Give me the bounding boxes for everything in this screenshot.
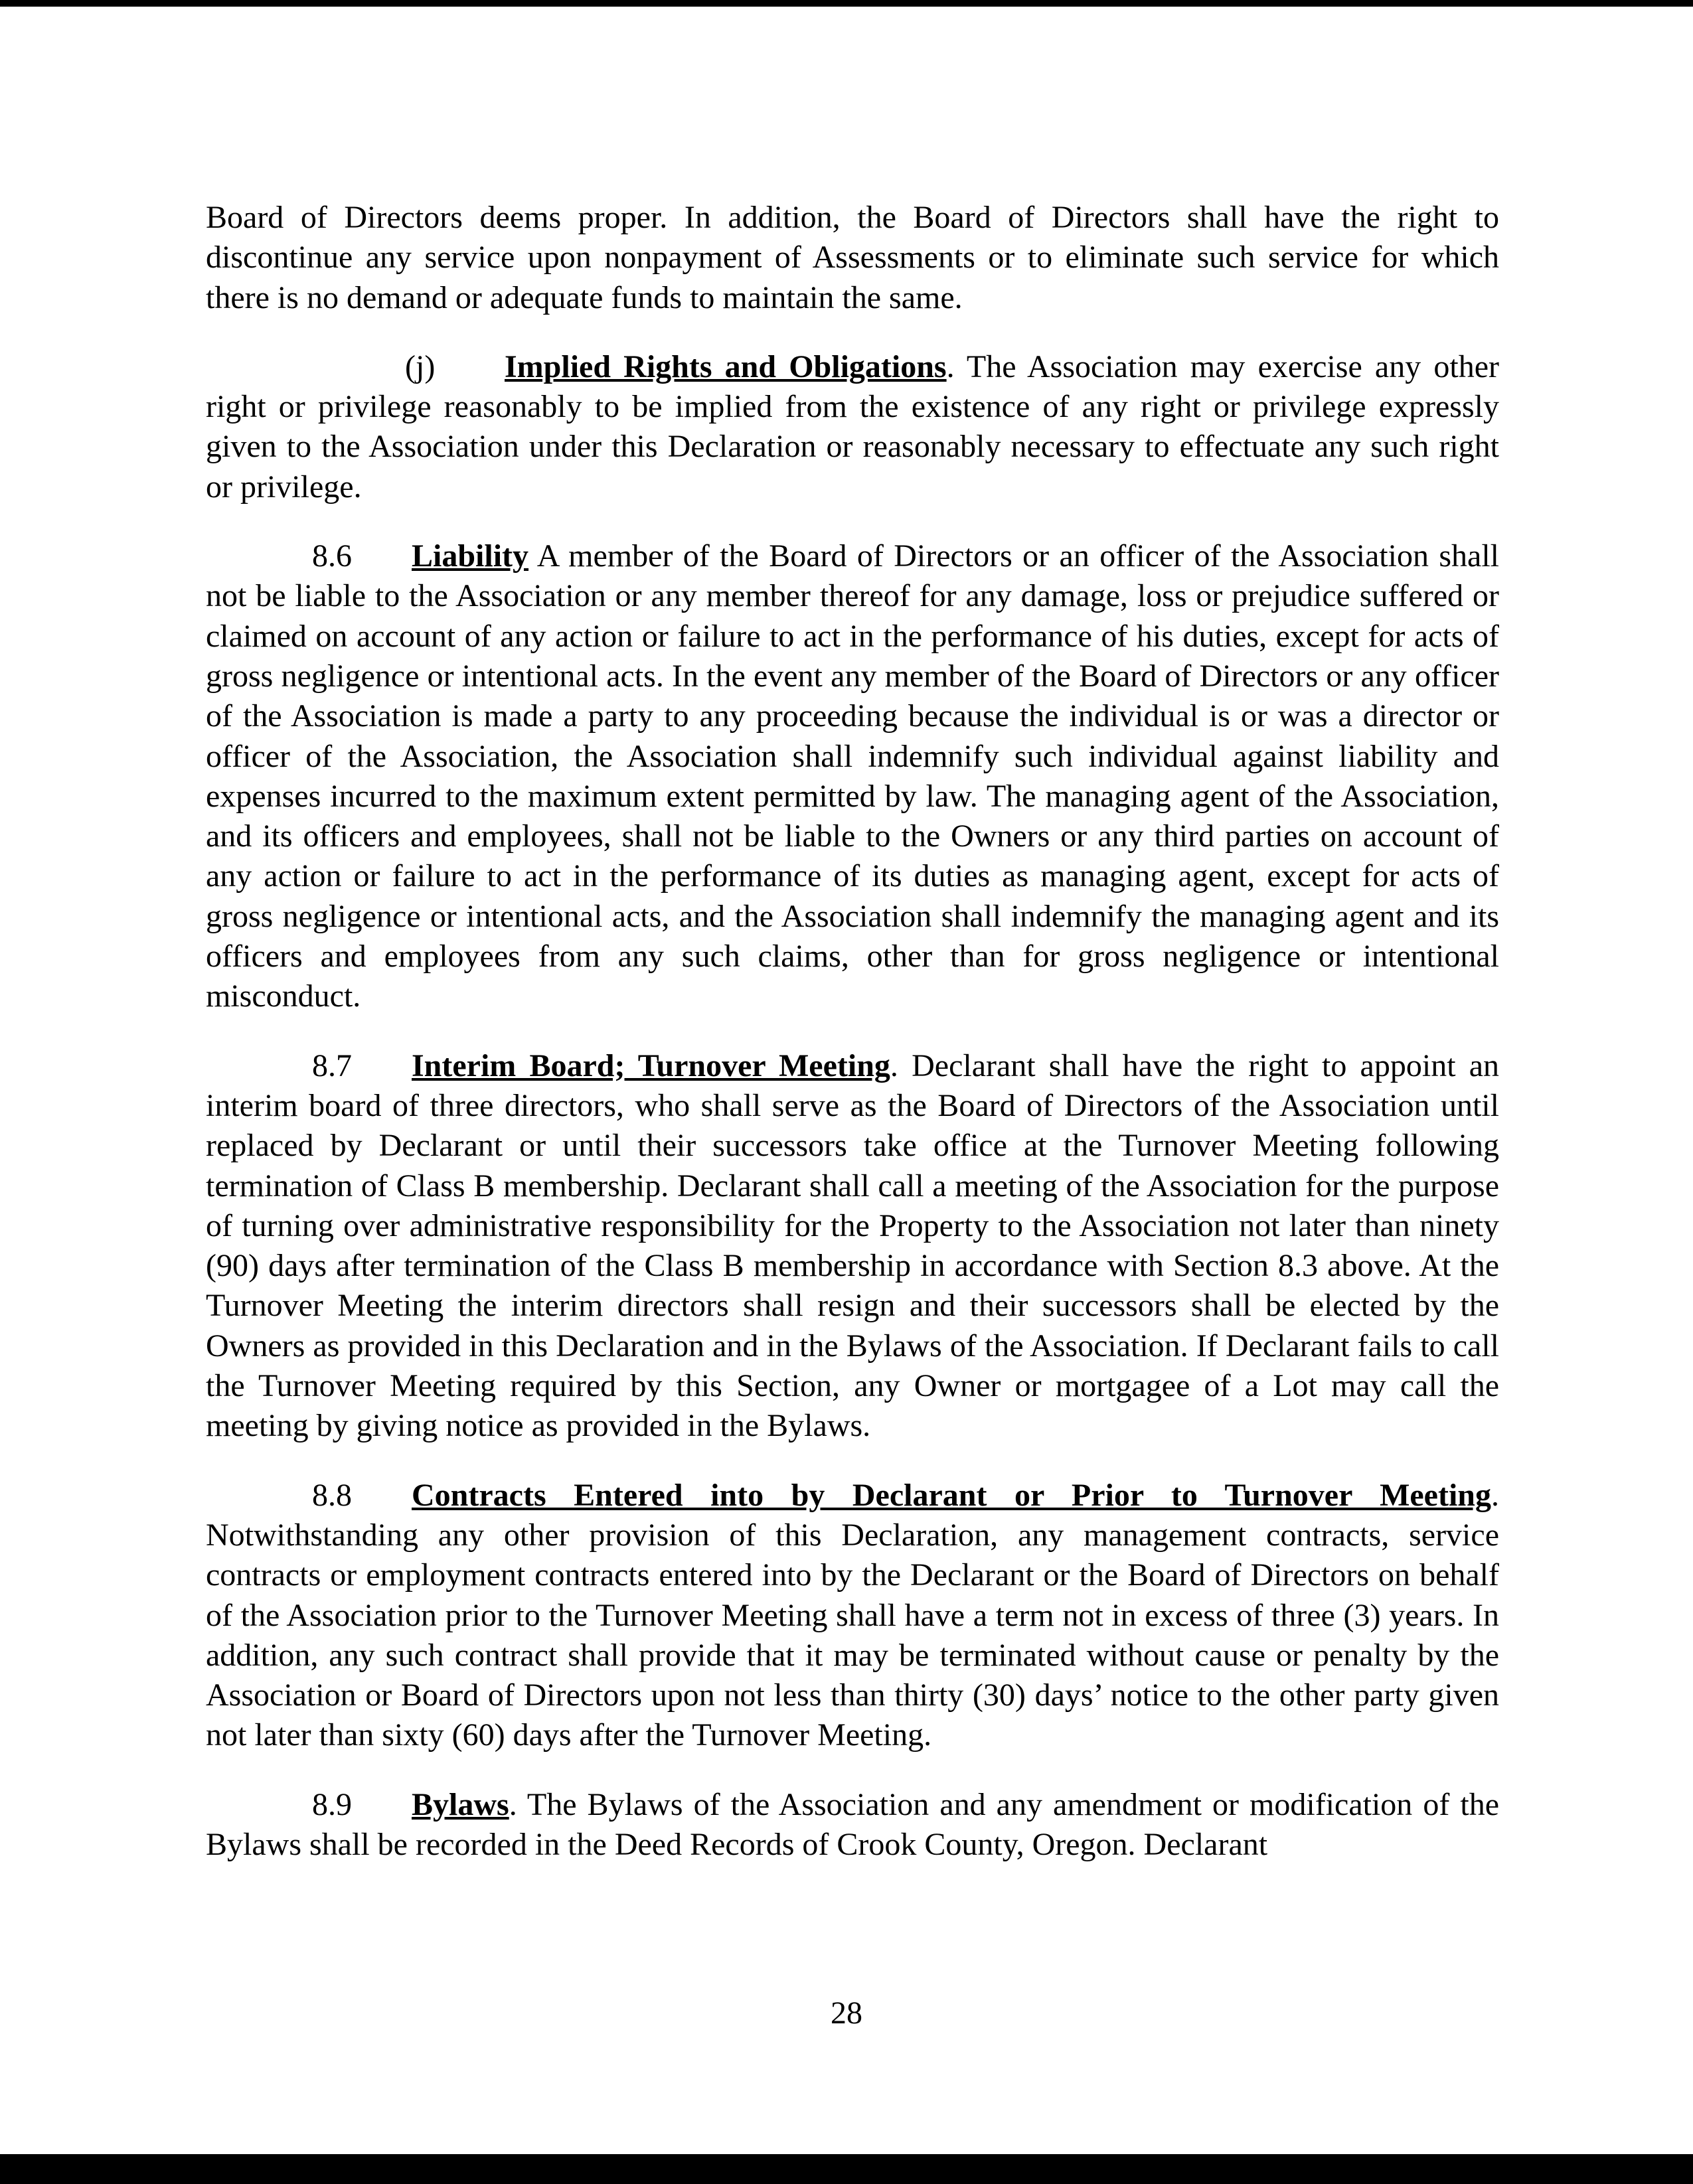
heading-punctuation: . [946, 349, 955, 384]
section-8-7 [206, 1046, 1499, 1446]
section-number: 8.7 [312, 1048, 352, 1083]
section-text: The Association may exercise any other right or privilege reasonably to be implied from the existence of any right or privilege expressly given to the Association under this Declaration or reasonably necessary to effectuate any such right or privilege. [206, 349, 1499, 505]
section-heading: Bylaws [412, 1786, 509, 1822]
section-text: Notwithstanding any other provision of this Declaration, any management contracts, service contracts or employment contracts entered into by the Declarant or the Board of Directors on behalf of the Association prior to the Turnover Meeting shall have a term not in excess of three (3) years. In addition, any such contract shall provide that it may be terminated without cause or penalty by the Association or Board of Directors upon not less than thirty (30) days’ notice to the other party given not later than sixty (60) days after the Turnover Meeting. [206, 1517, 1499, 1753]
section-number: 8.8 [312, 1477, 352, 1513]
section-number: 8.6 [312, 538, 352, 574]
paragraph-spacer [206, 1756, 1499, 1785]
section-8-9 [206, 1785, 1499, 1865]
paragraph-spacer [206, 1446, 1499, 1476]
scan-border-top [0, 0, 1693, 7]
intro-paragraph: Board of Directors deems proper. In addition, the Board of Directors shall have the right to discontinue any service upon nonpayment of Assessments or to eliminate such service for which there is no demand or adequate funds to maintain the same. [206, 200, 1499, 315]
document-body [206, 198, 1499, 1865]
section-text: The Bylaws of the Association and any amendment or modification of the Bylaws shall be recorded in the Deed Records of Crook County, Oregon. Declarant [206, 1786, 1500, 1862]
section-number: (j) [405, 349, 436, 384]
section-8-8 [206, 1476, 1499, 1756]
section-heading: Implied Rights and Obligations [505, 349, 947, 384]
paragraph-spacer [206, 507, 1499, 536]
page-number: 28 [831, 1995, 862, 2031]
paragraph-spacer [206, 1017, 1499, 1046]
scan-border-bottom [0, 2154, 1693, 2184]
heading-punctuation: . [890, 1048, 898, 1083]
section-heading: Liability [412, 538, 529, 574]
section-heading: Contracts Entered into by Declarant or Prior to Turnover Meeting [412, 1477, 1491, 1513]
section-text: Declarant shall have the right to appoint an interim board of three directors, who shall serve as the Board of Directors of the Association until replaced by Declarant or until their successors take office at the Turnover Meeting following termination of Class B membership. Declarant shall call a meeting of the Association for the purpose of turning over administrative responsibility for the Property to the Association not later than ninety (90) days after termination of the Class B membership in accordance with Section 8.3 above. At the Turnover Meeting the interim directors shall resign and their successors shall be elected by the Owners as provided in this Declaration and in the Bylaws of the Association. If Declarant fails to call the Turnover Meeting required by this Section, any Owner or mortgagee of a Lot may call the meeting by giving notice as provided in the Bylaws. [206, 1048, 1500, 1444]
heading-punctuation: . [509, 1786, 517, 1822]
section-8-6 [206, 536, 1499, 1017]
section-number: 8.9 [312, 1786, 352, 1822]
section-j [206, 347, 1499, 507]
heading-punctuation: . [1491, 1477, 1499, 1513]
paragraph-spacer [206, 318, 1499, 347]
section-heading: Interim Board; Turnover Meeting [412, 1048, 890, 1083]
section-text: A member of the Board of Directors or an officer of the Association shall not be liable to the Association or any member thereof for any damage, loss or prejudice suffered or claimed on account of any action or failure to act in the performance of his duties, except for acts of gross negligence or intentional acts. In the event any member of the Board of Directors or any officer of the Association is made a party to any proceeding because the individual is or was a director or officer of the Association, the Association shall indemnify such individual against liability and expenses incurred to the maximum extent permitted by law. The managing agent of the Association, and its officers and employees, shall not be liable to the Owners or any third parties on account of any action or failure to act in the performance of its duties as managing agent, except for acts of gross negligence or intentional acts, and the Association shall indemnify the managing agent and its officers and employees from any such claims, other than for gross negligence or intentional misconduct. [206, 538, 1499, 1014]
